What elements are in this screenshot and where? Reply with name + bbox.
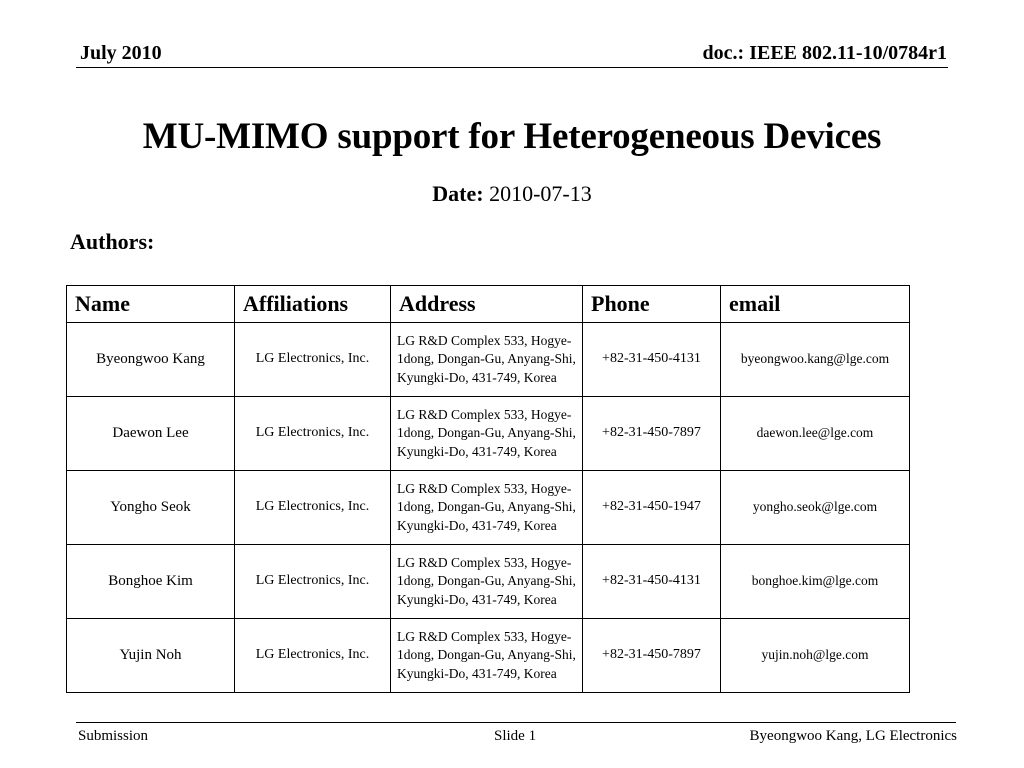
footer-author: Byeongwoo Kang, LG Electronics [749, 728, 957, 744]
author-email: yujin.noh@lge.com [721, 619, 910, 693]
table-row [67, 323, 910, 397]
author-address: LG R&D Complex 533, Hogye-1dong, Dongan-Gu, Anyang-Shi, Kyungki-Do, 431-749, Korea [391, 545, 583, 619]
author-address: LG R&D Complex 533, Hogye-1dong, Dongan-Gu, Anyang-Shi, Kyungki-Do, 431-749, Korea [391, 397, 583, 471]
author-email: bonghoe.kim@lge.com [721, 545, 910, 619]
header-phone: Phone [583, 286, 721, 323]
author-phone: +82-31-450-7897 [583, 397, 721, 471]
header-doc-id: doc.: IEEE 802.11-10/0784r1 [702, 42, 947, 64]
table-row [67, 397, 910, 471]
author-name: Yongho Seok [67, 471, 235, 545]
date-label: Date: [432, 181, 484, 206]
author-affiliation: LG Electronics, Inc. [235, 545, 391, 619]
header-address: Address [391, 286, 583, 323]
footer-divider [76, 722, 956, 723]
table-header-row [67, 286, 910, 323]
author-email: byeongwoo.kang@lge.com [721, 323, 910, 397]
author-email: daewon.lee@lge.com [721, 397, 910, 471]
authors-table [66, 285, 910, 693]
author-affiliation: LG Electronics, Inc. [235, 397, 391, 471]
author-phone: +82-31-450-4131 [583, 323, 721, 397]
header-affiliations: Affiliations [235, 286, 391, 323]
author-address: LG R&D Complex 533, Hogye-1dong, Dongan-Gu, Anyang-Shi, Kyungki-Do, 431-749, Korea [391, 323, 583, 397]
author-name: Byeongwoo Kang [67, 323, 235, 397]
footer-submission: Submission [78, 728, 149, 744]
author-address: LG R&D Complex 533, Hogye-1dong, Dongan-Gu, Anyang-Shi, Kyungki-Do, 431-749, Korea [391, 471, 583, 545]
date-value: 2010-07-13 [489, 181, 592, 206]
slide-date [0, 181, 1024, 207]
header-email: email [721, 286, 910, 323]
table-row [67, 545, 910, 619]
author-address: LG R&D Complex 533, Hogye-1dong, Dongan-Gu, Anyang-Shi, Kyungki-Do, 431-749, Korea [391, 619, 583, 693]
footer-slide-number: Slide 1 [494, 728, 537, 744]
author-name: Bonghoe Kim [67, 545, 235, 619]
author-phone: +82-31-450-1947 [583, 471, 721, 545]
author-name: Yujin Noh [67, 619, 235, 693]
author-affiliation: LG Electronics, Inc. [235, 323, 391, 397]
table-row [67, 619, 910, 693]
header-name: Name [67, 286, 235, 323]
header-date: July 2010 [80, 42, 162, 64]
author-name: Daewon Lee [67, 397, 235, 471]
author-phone: +82-31-450-4131 [583, 545, 721, 619]
authors-label: Authors: [70, 229, 155, 254]
author-email: yongho.seok@lge.com [721, 471, 910, 545]
header-divider [76, 67, 948, 68]
author-affiliation: LG Electronics, Inc. [235, 471, 391, 545]
table-row [67, 471, 910, 545]
slide-title: MU-MIMO support for Heterogeneous Devices [142, 116, 882, 157]
author-affiliation: LG Electronics, Inc. [235, 619, 391, 693]
author-phone: +82-31-450-7897 [583, 619, 721, 693]
